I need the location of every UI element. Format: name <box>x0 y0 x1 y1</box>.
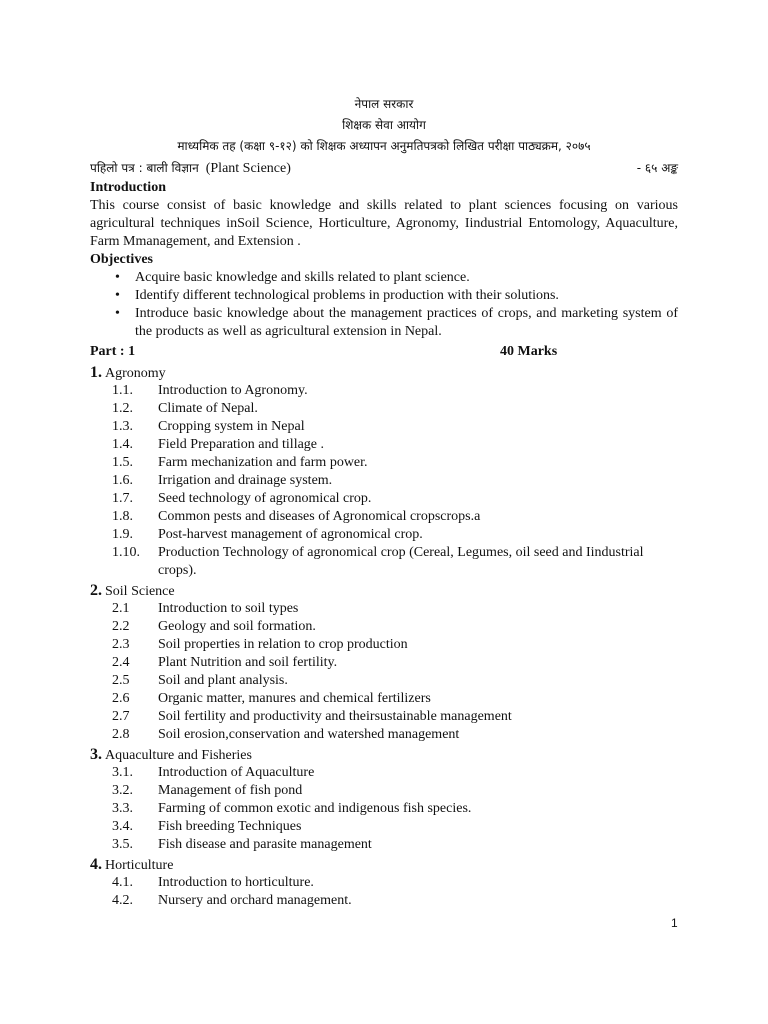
item-number: 1.4. <box>112 437 133 452</box>
item-number: 1.2. <box>112 401 133 416</box>
item-number: 1.8. <box>112 509 133 524</box>
section-item <box>90 636 678 654</box>
section-heading <box>90 855 678 874</box>
section-number: 3. <box>90 746 102 763</box>
item-text: Farming of common exotic and indigenous fish species. <box>158 801 472 816</box>
objectives-list <box>90 269 678 341</box>
section-heading <box>90 581 678 600</box>
item-text: Irrigation and drainage system. <box>158 473 333 488</box>
item-text: Plant Nutrition and soil fertility. <box>158 655 338 670</box>
item-number: 3.3. <box>112 801 133 816</box>
section-item <box>90 436 678 454</box>
section-heading <box>90 745 678 764</box>
section-item <box>90 490 678 508</box>
section-item <box>90 892 678 910</box>
item-text: Field Preparation and tillage . <box>158 437 325 452</box>
item-number: 2.5 <box>112 673 130 688</box>
section-item <box>90 836 678 854</box>
section-item <box>90 818 678 836</box>
objective-text: Introduce basic knowledge about the management practices of crops, and marketing system of the products as well as agricultural extension in Nepal. <box>135 306 678 339</box>
section-item <box>90 690 678 708</box>
header-commission: शिक्षक सेवा आयोग <box>342 118 426 132</box>
item-text: Fish breeding Techniques <box>158 819 302 834</box>
section-number: 4. <box>90 856 102 873</box>
section-title: Agronomy <box>105 366 166 381</box>
item-text: Introduction to horticulture. <box>158 875 314 890</box>
bullet-icon: • <box>115 306 120 321</box>
section-title: Aquaculture and Fisheries <box>105 748 252 763</box>
paper-title <box>90 158 291 179</box>
item-number: 2.7 <box>112 709 130 724</box>
section-item <box>90 526 678 544</box>
item-text: Farm mechanization and farm power. <box>158 455 368 470</box>
item-number: 1.1. <box>112 383 133 398</box>
item-text: Production Technology of agronomical crop (Cereal, Legumes, oil seed and Iindustrial crops). <box>158 545 644 578</box>
item-number: 3.4. <box>112 819 133 834</box>
section-item <box>90 400 678 418</box>
part-marks: 40 Marks <box>500 344 558 359</box>
section-title: Horticulture <box>105 858 174 873</box>
section-item-list <box>90 600 678 744</box>
section-item <box>90 472 678 490</box>
bullet-icon: • <box>115 288 120 303</box>
section-number: 1. <box>90 364 102 381</box>
item-number: 4.1. <box>112 875 133 890</box>
item-text: Common pests and diseases of Agronomical cropscrops.a <box>158 509 481 524</box>
part-heading <box>90 342 678 362</box>
item-text: Post-harvest management of agronomical crop. <box>158 527 423 542</box>
item-number: 1.10. <box>112 545 140 560</box>
item-number: 2.3 <box>112 637 130 652</box>
objectives-heading: Objectives <box>90 252 153 267</box>
objective-item <box>90 269 678 287</box>
paper-title-row <box>90 158 678 179</box>
item-text: Geology and soil formation. <box>158 619 316 634</box>
section-title: Soil Science <box>105 584 175 599</box>
item-text: Introduction to Agronomy. <box>158 383 308 398</box>
section-item-list <box>90 382 678 580</box>
item-number: 2.6 <box>112 691 130 706</box>
section-item <box>90 800 678 818</box>
item-number: 1.6. <box>112 473 133 488</box>
paper-subtitle: (Plant Science) <box>205 161 291 176</box>
section-item-list <box>90 874 678 910</box>
item-text: Organic matter, manures and chemical fertilizers <box>158 691 431 706</box>
section-item <box>90 618 678 636</box>
document-page <box>90 94 678 910</box>
item-number: 1.5. <box>112 455 133 470</box>
section-number: 2. <box>90 582 102 599</box>
section-item <box>90 654 678 672</box>
part-label: Part : 1 <box>90 344 136 359</box>
section-item <box>90 382 678 400</box>
item-number: 1.9. <box>112 527 133 542</box>
objective-text: Identify different technological problems in production with their solutions. <box>135 288 559 303</box>
item-number: 2.2 <box>112 619 130 634</box>
item-text: Nursery and orchard management. <box>158 893 352 908</box>
section-item <box>90 508 678 526</box>
section-item <box>90 874 678 892</box>
header-government: नेपाल सरकार <box>354 97 414 111</box>
item-text: Introduction of Aquaculture <box>158 765 315 780</box>
objective-text: Acquire basic knowledge and skills related to plant science. <box>135 270 470 285</box>
section-item <box>90 726 678 744</box>
section-item <box>90 600 678 618</box>
header-syllabus-title: माध्यमिक तह (कक्षा ९-१२) को शिक्षक अध्यापन अनुमतिपत्रको लिखित परीक्षा पाठ्यक्रम, २०७५ <box>177 139 591 153</box>
sections-container <box>90 363 678 910</box>
section-item <box>90 454 678 472</box>
section-item-list <box>90 764 678 854</box>
item-text: Soil erosion,conservation and watershed management <box>158 727 460 742</box>
section-item <box>90 708 678 726</box>
item-number: 2.8 <box>112 727 130 742</box>
item-number: 1.3. <box>112 419 133 434</box>
section-heading <box>90 363 678 382</box>
item-number: 2.1 <box>112 601 130 616</box>
section-item <box>90 782 678 800</box>
item-text: Fish disease and parasite management <box>158 837 372 852</box>
item-number: 1.7. <box>112 491 133 506</box>
item-number: 2.4 <box>112 655 130 670</box>
item-number: 3.1. <box>112 765 133 780</box>
section-item <box>90 672 678 690</box>
item-number: 4.2. <box>112 893 133 908</box>
section-item <box>90 764 678 782</box>
introduction-text: This course consist of basic knowledge and skills related to plant sciences focusing on various agricultural techniques inSoil Science, Horticulture, Agronomy, Iindustrial Entomology, Aquaculture, Farm Mmanagement, and Extension . <box>90 198 678 249</box>
item-text: Soil and plant analysis. <box>158 673 288 688</box>
item-text: Climate of Nepal. <box>158 401 258 416</box>
item-text: Introduction to soil types <box>158 601 299 616</box>
item-text: Seed technology of agronomical crop. <box>158 491 372 506</box>
paper-label: पहिलो पत्र : बाली विज्ञान <box>90 161 199 175</box>
item-number: 3.2. <box>112 783 133 798</box>
introduction-heading: Introduction <box>90 180 166 195</box>
objective-item <box>90 287 678 305</box>
bullet-icon: • <box>115 270 120 285</box>
section-item <box>90 544 678 580</box>
item-text: Soil properties in relation to crop production <box>158 637 408 652</box>
paper-marks: - ६५ अङ्क <box>636 161 678 175</box>
item-text: Management of fish pond <box>158 783 303 798</box>
item-number: 3.5. <box>112 837 133 852</box>
page-number: 1 <box>671 916 678 930</box>
item-text: Soil fertility and productivity and theirsustainable management <box>158 709 512 724</box>
objective-item <box>90 305 678 341</box>
item-text: Cropping system in Nepal <box>158 419 305 434</box>
section-item <box>90 418 678 436</box>
